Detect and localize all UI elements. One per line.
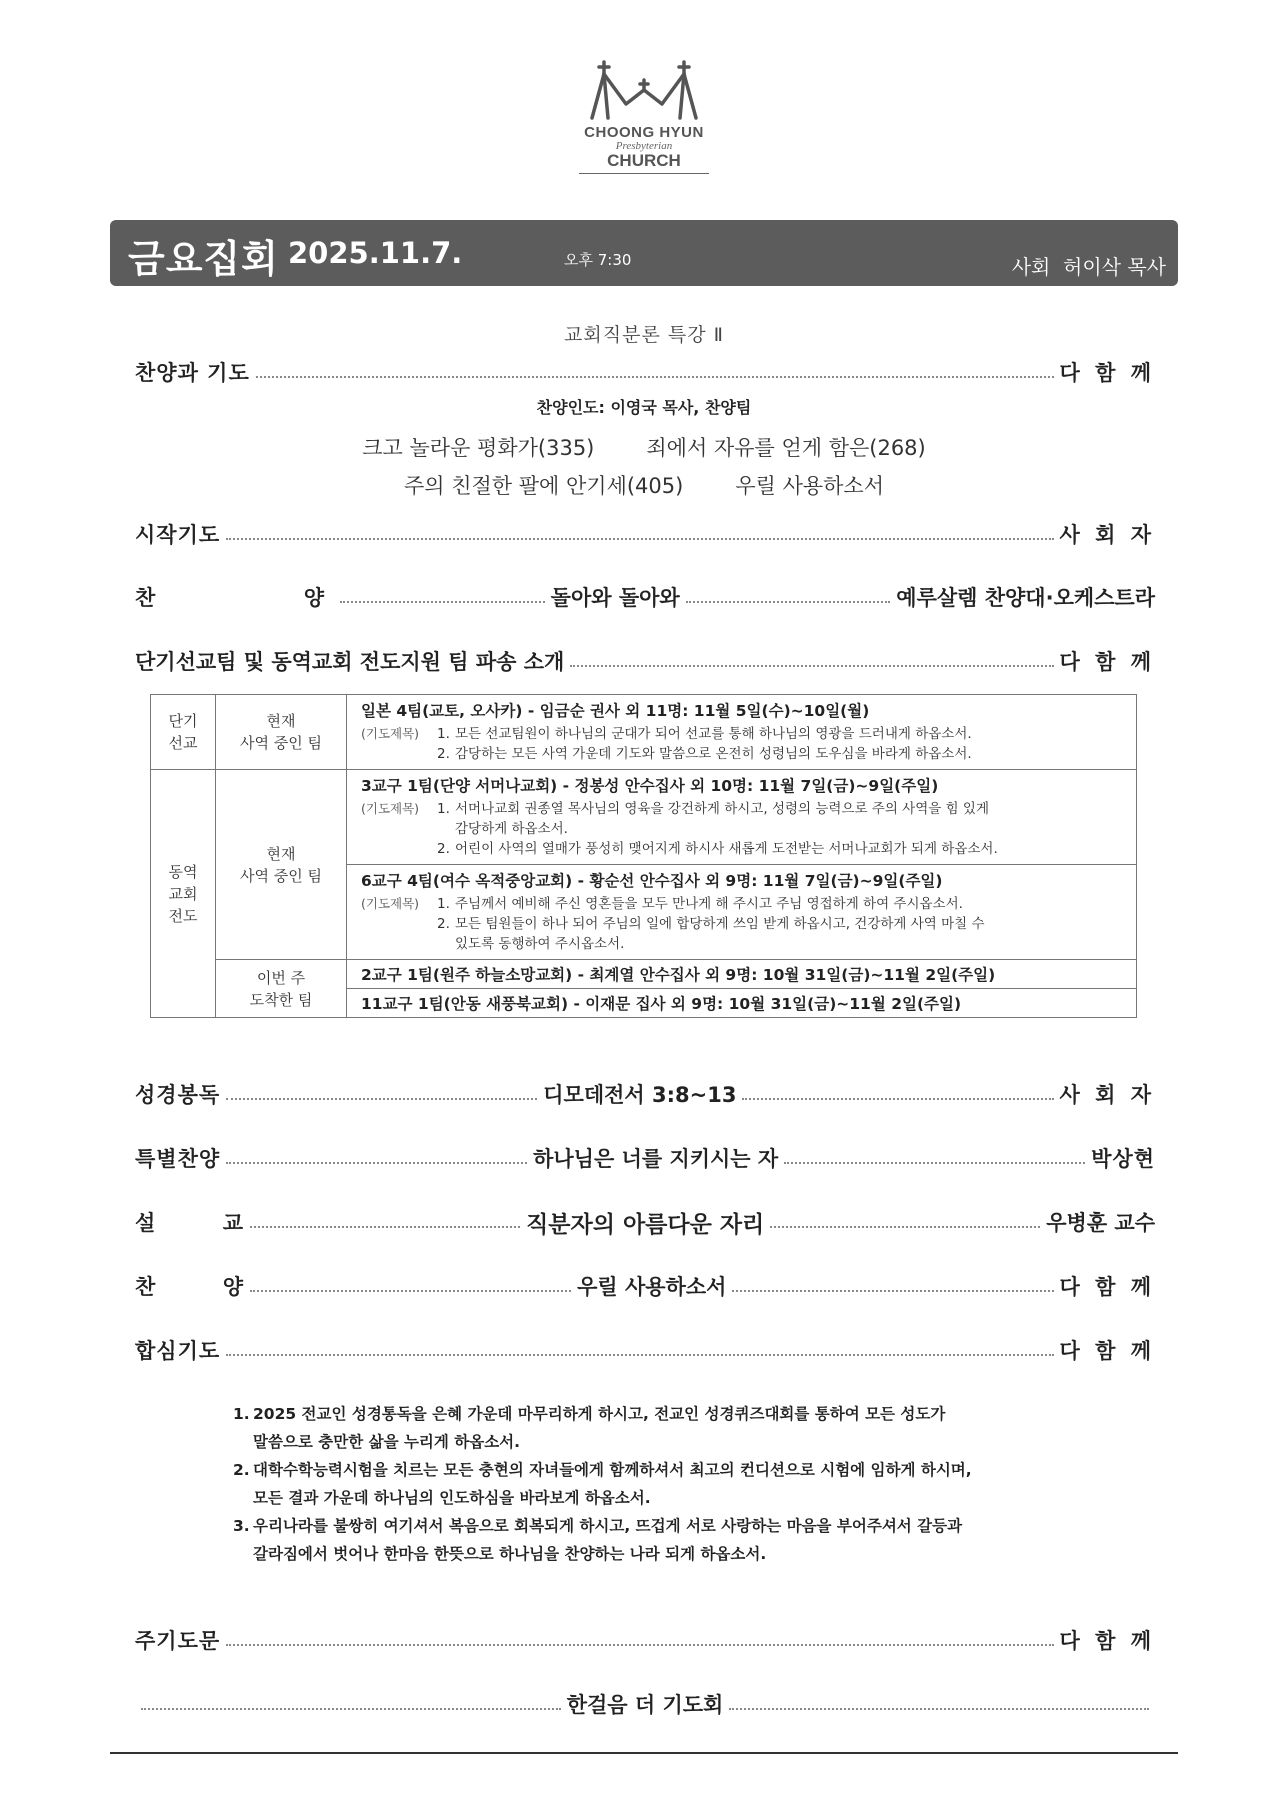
dot-leader [226,538,1053,540]
prayer-label: (기도제목) [361,726,420,741]
service-time: 오후 7:30 [564,251,632,269]
list-number: 3. [233,1517,250,1535]
order-right: 다 함 께 [1059,361,1155,385]
worship-lead: 찬양인도: 이영국 목사, 찬양팀 [536,398,752,417]
order-anthem [135,580,1155,614]
team-detail-cell: 일본 4팀(교토, 오사카) - 임금순 권사 외 11명: 11월 5일(수)~10일(월) (기도제목) 1. 모든 선교팀원이 하나님의 군대가 되어 선교를 통해 하나님의 영광을 드러내게 하옵소서. 2. 감당하는 모든 사역 가운데 기도와 말씀으로 온전히 성령님의 도우심을 바라게 하옵소서. [347,695,1137,770]
category-text: 전도 [168,906,198,925]
service-leader: 사회 허이삭 목사 [1011,255,1166,279]
status-text: 현재 [266,712,296,730]
logo-underline [579,173,709,174]
team-heading: 11교구 1팀(안동 새풍북교회) - 이재문 집사 외 9명: 10월 31일(금)~11월 2일(주일) [347,989,1137,1018]
prayer-label: (기도제목) [361,801,420,816]
order-sermon [135,1205,1155,1239]
category-cell [151,695,216,770]
logo-line-2: Presbyterian [615,140,673,152]
order-label: 합심기도 [135,1339,221,1363]
song-list-line-1 [110,432,1178,462]
dot-leader [570,665,1053,667]
category-cell [151,770,216,1018]
order-middle: 한걸음 더 기도회 [566,1693,724,1717]
dot-leader [256,376,1054,378]
order-right: 예루살렘 찬양대·오케스트라 [896,586,1156,610]
list-number: 1. [233,1405,250,1423]
status-text: 현재 [266,844,296,863]
status-text: 사역 중인 팀 [240,866,322,885]
order-right: 우병훈 교수 [1046,1211,1156,1235]
team-heading: 3교구 1팀(단양 서머나교회) - 정봉성 안수집사 외 10명: 11월 7일(금)~9일(주일) [361,777,939,795]
category-text: 동역 [168,862,198,881]
prayer-label: (기도제목) [361,896,420,911]
order-label: 특별찬양 [135,1147,221,1171]
service-title: 금요집회 [128,237,279,281]
status-cell [216,770,347,960]
order-label: 시작기도 [135,523,221,547]
order-right: 사 회 자 [1059,523,1155,547]
order-label: 찬 양 [135,586,335,610]
order-right: 다 함 께 [1059,650,1155,674]
order-label: 찬 양 [135,1275,245,1299]
order-opening-worship [135,355,1155,389]
dot-leader [226,1162,527,1164]
status-cell [216,695,347,770]
list-item [233,1456,1093,1512]
dot-leader [226,1098,537,1100]
order-label: 주기도문 [135,1629,221,1653]
header-banner [110,220,1178,286]
team-detail-cell: 6교구 4팀(여수 옥적중앙교회) - 황순선 안수집사 외 9명: 11월 7일(금)~9일(주일) (기도제목) 1. 주님께서 예비해 주신 영혼들을 모두 만나게 해 주시고 주님 영접하게 하여 주시옵소서. 2. 모든 팀원들이 하나 되어 주님의 일에 합당하게 쓰임 받게 하옵시고, 건강하게 사역 마칠 수 있도록 동행하여 주시옵소서. [347,865,1137,960]
prayer-item: 있도록 동행하여 주시옵소서. [455,936,625,952]
list-text: 갈라짐에서 벗어나 한마음 한뜻으로 하나님을 찬양하는 나라 되게 하옵소서. [253,1545,767,1563]
song-item: 크고 놀라운 평화가(335) [362,436,595,460]
status-text: 도착한 팀 [249,990,313,1009]
joint-prayer-list [233,1400,1093,1568]
dot-leader [770,1226,1040,1228]
status-cell [216,960,347,1018]
song-item: 우릴 사용하소서 [735,474,885,498]
church-logo [574,60,714,192]
logo-line-3: CHURCH [607,151,681,170]
team-heading: 2교구 1팀(원주 하늘소망교회) - 최계열 안수집사 외 9명: 10월 31일(금)~11월 2일(주일) [347,960,1137,989]
footer-divider [110,1752,1178,1754]
category-text: 교회 [168,884,198,903]
table-row [151,695,1137,770]
list-item [233,1512,1093,1568]
order-right: 다 함 께 [1059,1629,1155,1653]
order-mission-intro [135,644,1155,678]
list-text: 대학수학능력시험을 치르는 모든 충현의 자녀들에게 함께하셔서 최고의 컨디션으로 시험에 임하게 하시며, [253,1461,972,1479]
prayer-item: 주님께서 예비해 주신 영혼들을 모두 만나게 해 주시고 주님 영접하게 하여 주시옵소서. [455,896,963,912]
dot-leader [686,601,891,603]
dot-leader [742,1098,1053,1100]
list-item [233,1400,1093,1456]
sermon-series-subtitle: 교회직분론 특강 Ⅱ [564,324,724,346]
mission-teams-table [150,694,1137,1018]
prayer-item: 모든 팀원들이 하나 되어 주님의 일에 합당하게 쓰임 받게 하옵시고, 건강하게 사역 마칠 수 [455,916,985,932]
team-heading: 6교구 4팀(여수 옥적중앙교회) - 황순선 안수집사 외 9명: 11월 7일(금)~9일(주일) [361,872,943,890]
list-text: 2025 전교인 성경통독을 은혜 가운데 마무리하게 하시고, 전교인 성경퀴즈대회를 통하여 모든 성도가 [253,1405,946,1423]
order-hymn [135,1269,1155,1303]
team-detail-cell: 3교구 1팀(단양 서머나교회) - 정봉성 안수집사 외 10명: 11월 7일(금)~9일(주일) (기도제목) 1. 서머나교회 권종열 목사님의 영육을 강건하게 하시고, 성령의 능력으로 주의 사역을 힘 있게 감당하게 하옵소서. 2. 어린이 사역의 열매가 풍성히 맺어지게 하시사 새롭게 도전받는 서머나교회가 되게 하옵소서. [347,770,1137,865]
prayer-item: 서머나교회 권종열 목사님의 영육을 강건하게 하시고, 성령의 능력으로 주의 사역을 힘 있게 [455,801,990,817]
dot-leader [141,1708,561,1710]
song-item: 주의 친절한 팔에 안기세(405) [403,474,684,498]
status-text: 이번 주 [256,968,306,987]
dot-leader [784,1162,1085,1164]
category-text: 선교 [168,734,198,752]
status-text: 사역 중인 팀 [240,734,322,752]
dot-leader [729,1708,1149,1710]
order-special-music [135,1141,1155,1175]
order-middle: 돌아와 돌아와 [550,586,680,610]
order-right: 사 회 자 [1059,1083,1156,1107]
order-middle: 직분자의 아름다운 자리 [526,1211,765,1238]
category-text: 단기 [168,712,198,730]
prayer-item: 감당하는 모든 사역 가운데 기도와 말씀으로 온전히 성령님의 도우심을 바라게 하옵소서. [455,746,972,762]
song-item: 죄에서 자유를 얻게 함은(268) [646,436,926,460]
prayer-item: 어린이 사역의 열매가 풍성히 맺어지게 하시사 새롭게 도전받는 서머나교회가 되게 하옵소서. [455,841,998,857]
order-label: 성경봉독 [135,1083,221,1107]
dot-leader [250,1226,520,1228]
table-row [151,960,1137,989]
order-right: 박상현 [1091,1147,1156,1171]
dot-leader [226,1644,1053,1646]
order-lords-prayer [135,1623,1155,1657]
order-label: 단기선교팀 및 동역교회 전도지원 팀 파송 소개 [135,650,565,674]
list-text: 모든 결과 가운데 하나님의 인도하심을 바라보게 하옵소서. [253,1489,651,1507]
team-heading: 일본 4팀(교토, 오사카) - 임금순 권사 외 11명: 11월 5일(수)~10일(월) [361,702,870,720]
service-date: 2025.11.7. [288,236,463,270]
order-joint-prayer [135,1333,1155,1367]
order-label: 찬양과 기도 [135,361,250,385]
prayer-item: 모든 선교팀원이 하나님의 군대가 되어 선교를 통해 하나님의 영광을 드러내게 하옵소서. [455,726,972,742]
table-row [151,770,1137,865]
list-number: 2. [233,1461,250,1479]
church-cross-icon [586,60,702,122]
dot-leader [732,1290,1053,1292]
song-list-line-2 [110,470,1178,500]
order-opening-prayer [135,517,1155,551]
list-text: 말씀으로 충만한 삶을 누리게 하옵소서. [253,1433,521,1451]
dot-leader [226,1354,1053,1356]
list-text: 우리나라를 불쌍히 여기셔서 복음으로 회복되게 하시고, 뜨겁게 서로 사랑하는 마음을 부어주셔서 갈등과 [253,1517,963,1535]
dot-leader [340,601,545,603]
order-right: 다 함 께 [1059,1275,1156,1299]
order-middle: 하나님은 너를 지키시는 자 [533,1147,779,1171]
order-middle: 디모데전서 3:8~13 [543,1083,737,1107]
dot-leader [250,1290,571,1292]
logo-line-1: CHOONG HYUN [584,124,704,141]
order-label: 설 교 [135,1211,245,1235]
order-closing [135,1687,1155,1721]
order-scripture [135,1077,1155,1111]
prayer-item: 감당하게 하옵소서. [455,821,568,837]
order-right: 다 함 께 [1059,1339,1155,1363]
order-middle: 우릴 사용하소서 [577,1275,727,1299]
